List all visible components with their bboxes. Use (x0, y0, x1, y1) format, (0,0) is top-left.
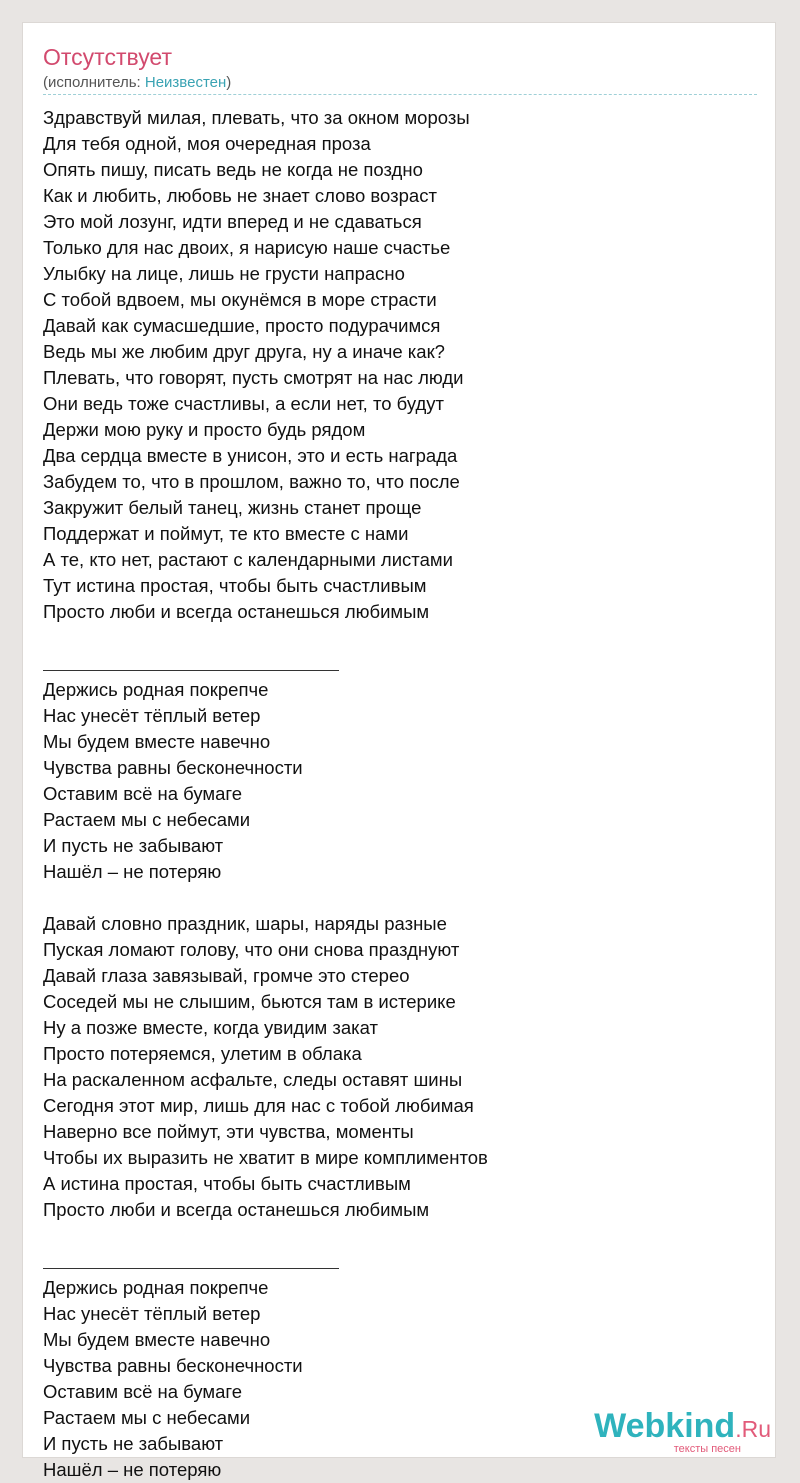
lyric-line: Нас унесёт тёплый ветер (43, 1303, 261, 1324)
lyric-line: Закружит белый танец, жизнь станет проще (43, 497, 422, 518)
lyric-line: Улыбку на лице, лишь не грусти напрасно (43, 263, 405, 284)
lyric-line: Здравствуй милая, плевать, что за окном морозы (43, 107, 470, 128)
artist-prefix: (исполнитель: (43, 74, 145, 91)
lyric-line: Только для нас двоих, я нарисую наше счастье (43, 237, 451, 258)
header-divider (43, 94, 757, 95)
logo-suffix: .Ru (735, 1416, 771, 1442)
lyric-line: А истина простая, чтобы быть счастливым (43, 1173, 411, 1194)
lyric-line: Тут истина простая, чтобы быть счастливым (43, 575, 427, 596)
logo-main-text: Webkind (594, 1407, 736, 1445)
lyric-line: Для тебя одной, моя очередная проза (43, 133, 371, 154)
lyric-line: Нашёл – не потеряю (43, 1459, 222, 1480)
blank-line (43, 1223, 757, 1249)
lyric-line: Ведь мы же любим друг друга, ну а иначе как? (43, 341, 445, 362)
lyric-line: На раскаленном асфальте, следы оставят шины (43, 1069, 463, 1090)
lyric-line: Опять пишу, писать ведь не когда не поздно (43, 159, 423, 180)
site-logo[interactable] (594, 1409, 771, 1455)
lyric-line: И пусть не забывают (43, 1433, 224, 1454)
lyric-line: Давай словно праздник, шары, наряды разные (43, 913, 447, 934)
blank-line (43, 625, 757, 651)
lyric-line: С тобой вдвоем, мы окунёмся в море страсти (43, 289, 437, 310)
lyric-line: Оставим всё на бумаге (43, 783, 243, 804)
lyric-line: Поддержат и поймут, те кто вместе с нами (43, 523, 409, 544)
verse-separator (43, 651, 757, 677)
lyric-line: Просто потеряемся, улетим в облака (43, 1043, 362, 1064)
lyric-line: Соседей мы не слышим, бьются там в истерике (43, 991, 456, 1012)
lyric-line: Как и любить, любовь не знает слово возраст (43, 185, 437, 206)
lyric-line: Нашёл – не потеряю (43, 861, 222, 882)
lyric-line: Плевать, что говорят, пусть смотрят на нас люди (43, 367, 464, 388)
artist-line (43, 73, 231, 93)
lyrics-card (22, 22, 776, 1480)
lyrics-body (43, 105, 757, 1483)
verse-separator (43, 1249, 757, 1275)
lyric-line: Растаем мы с небесами (43, 809, 251, 830)
lyric-line: Держись родная покрепче (43, 679, 269, 700)
artist-suffix: ) (226, 74, 232, 91)
lyric-line: Чтобы их выразить не хватит в мире комплиментов (43, 1147, 488, 1168)
blank-line (43, 885, 757, 911)
lyric-line: Ну а позже вместе, когда увидим закат (43, 1017, 379, 1038)
lyric-line: И пусть не забывают (43, 835, 224, 856)
lyric-line: Давай глаза завязывай, громче это стерео (43, 965, 410, 986)
lyric-line: Сегодня этот мир, лишь для нас с тобой любимая (43, 1095, 474, 1116)
lyric-line: Наверно все поймут, эти чувства, моменты (43, 1121, 414, 1142)
lyric-line: Это мой лозунг, идти вперед и не сдаваться (43, 211, 422, 232)
lyric-line: Два сердца вместе в унисон, это и есть награда (43, 445, 458, 466)
lyric-line: Держись родная покрепче (43, 1277, 269, 1298)
artist-link[interactable]: Неизвестен (144, 74, 227, 91)
lyric-line: Нас унесёт тёплый ветер (43, 705, 261, 726)
logo-wordmark (594, 1409, 771, 1446)
lyric-line: Мы будем вместе навечно (43, 1329, 271, 1350)
lyric-line: Просто люби и всегда останешься любимым (43, 1199, 430, 1220)
logo-tagline: тексты песен (673, 1443, 741, 1455)
lyric-line: Оставим всё на бумаге (43, 1381, 243, 1402)
lyric-line: Забудем то, что в прошлом, важно то, что после (43, 471, 460, 492)
lyric-line: Давай как сумасшедшие, просто подурачимся (43, 315, 441, 336)
song-title: Отсутствует (43, 44, 172, 70)
lyric-line: Чувства равны бесконечности (43, 1355, 303, 1376)
lyric-line: Они ведь тоже счастливы, а если нет, то будут (43, 393, 444, 414)
lyric-line: Держи мою руку и просто будь рядом (43, 419, 366, 440)
lyric-line: А те, кто нет, растают с календарными листами (43, 549, 453, 570)
lyric-line: Чувства равны бесконечности (43, 757, 303, 778)
lyric-line: Просто люби и всегда останешься любимым (43, 601, 430, 622)
lyric-line: Пуская ломают голову, что они снова празднуют (43, 939, 460, 960)
lyric-line: Мы будем вместе навечно (43, 731, 271, 752)
lyric-line: Растаем мы с небесами (43, 1407, 251, 1428)
